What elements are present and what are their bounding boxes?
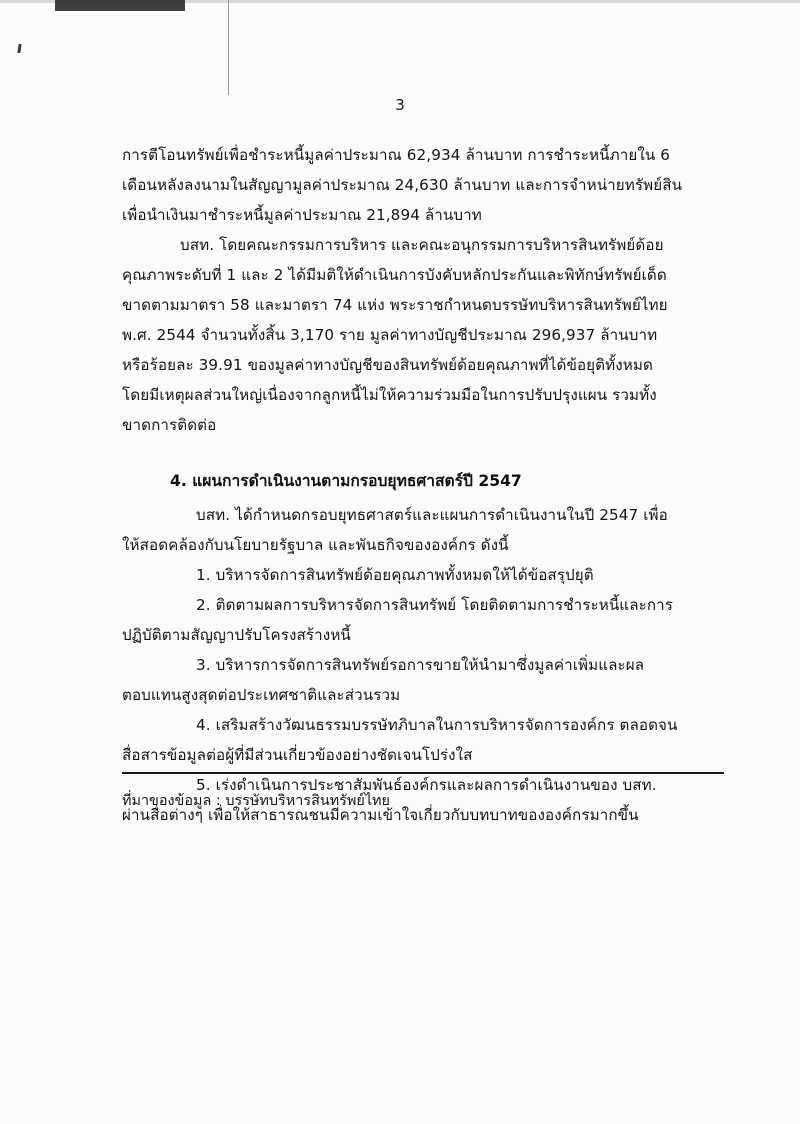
paragraph-section-intro: บสท. ได้กำหนดกรอบยุทธศาสตร์และแผนการดำเนินงานในปี 2547 เพื่อให้สอดคล้องกับนโยบายรัฐบาล และพันธกิจขององค์กร ดังนี้ bbox=[122, 506, 668, 554]
list-item-1: 1. บริหารจัดการสินทรัพย์ด้อยคุณภาพทั้งหมดให้ได้ข้อสรุปยุติ bbox=[196, 566, 594, 584]
list-item-2: 2. ติดตามผลการบริหารจัดการสินทรัพย์ โดยติดตามการชำระหนี้และการปฏิบัติตามสัญญาปรับโครงสร้างหนี้ bbox=[122, 596, 674, 644]
scan-speck-artifact bbox=[17, 44, 21, 53]
list-item-3: 3. บริหารการจัดการสินทรัพย์รอการขายให้นำมาซึ่งมูลค่าเพิ่มและผลตอบแทนสูงสุดต่อประเทศชาติและส่วนรวม bbox=[122, 656, 645, 704]
paragraph-transfer-assets: การตีโอนทรัพย์เพื่อชำระหนี้มูลค่าประมาณ 62,934 ล้านบาท การชำระหนี้ภายใน 6 เดือนหลังลงนามในสัญญามูลค่าประมาณ 24,630 ล้านบาท และการจำหน่ายทรัพย์สินเพื่อนำเงินมาชำระหนี้มูลค่าประมาณ 21,894 ล้านบาท bbox=[122, 146, 683, 224]
page-number: 3 bbox=[395, 96, 405, 114]
scan-black-bar-artifact bbox=[55, 0, 185, 11]
scan-vertical-line-artifact bbox=[228, 0, 229, 95]
footer-divider bbox=[122, 772, 724, 774]
paragraph-board-resolution: บสท. โดยคณะกรรมการบริหาร และคณะอนุกรรมการบริหารสินทรัพย์ด้อยคุณภาพระดับที่ 1 และ 2 ได้มีมติให้ดำเนินการบังคับหลักประกันและพิทักษ์ทรัพย์เด็ดขาดตามมาตรา 58 และมาตรา 74 แห่ง พระราชกำหนดบรรษัทบริหารสินทรัพย์ไทย พ.ศ. 2544 จำนวนทั้งสิ้น 3,170 ราย มูลค่าทางบัญชีประมาณ 296,937 ล้านบาท หรือร้อยละ 39.91 ของมูลค่าทางบัญชีของสินทรัพย์ด้อยคุณภาพที่ได้ข้อยุติทั้งหมด โดยมีเหตุผลส่วนใหญ่เนื่องจากลูกหนี้ไม่ให้ความร่วมมือในการปรับปรุงแผน รวมทั้งขาดการติดต่อ bbox=[122, 236, 668, 434]
list-item-4: 4. เสริมสร้างวัฒนธรรมบรรษัทภิบาลในการบริหารจัดการองค์กร ตลอดจนสื่อสารข้อมูลต่อผู้ที่มีส่วนเกี่ยวข้องอย่างชัดเจนโปร่งใส bbox=[122, 716, 678, 764]
section-heading-strategy-2547: 4. แผนการดำเนินงานตามกรอบยุทธศาสตร์ปี 2547 bbox=[170, 472, 522, 490]
list-item-5: 5. เร่งดำเนินการประชาสัมพันธ์องค์กรและผลการดำเนินงานของ บสท. ผ่านสื่อต่างๆ เพื่อให้สาธารณชนมีความเข้าใจเกี่ยวกับบทบาทขององค์กรมากขึ้น bbox=[122, 776, 657, 824]
document-body bbox=[122, 140, 684, 830]
source-note: ที่มาของข้อมูล : บรรษัทบริหารสินทรัพย์ไทย bbox=[122, 793, 390, 809]
